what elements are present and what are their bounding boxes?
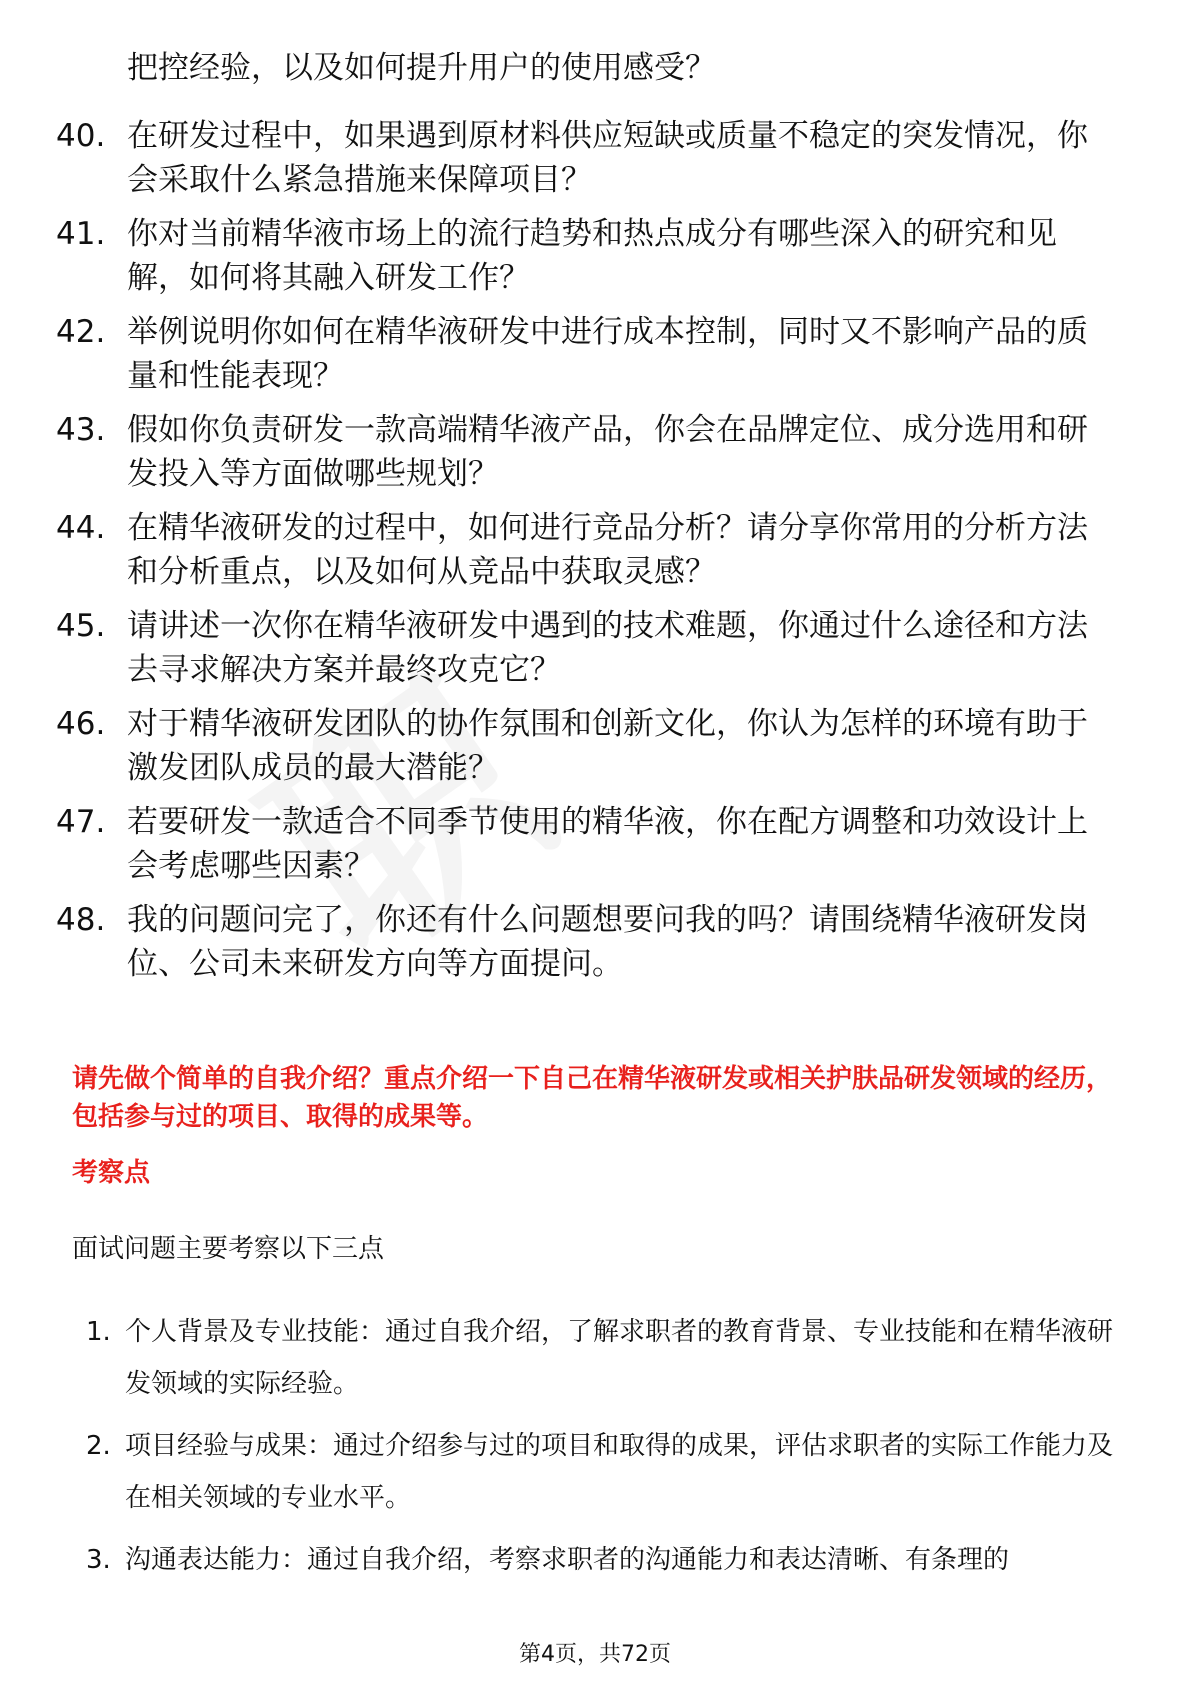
intro-question: 请先做个简单的自我介绍？重点介绍一下自己在精华液研发或相关护肤品研发领域的经历，包括参与过的项目、取得的成果等。 — [72, 1064, 1113, 1132]
point-number: 1. — [86, 1317, 111, 1347]
question-text: 在精华液研发的过程中，如何进行竞品分析？请分享你常用的分析方法和分析重点，以及如何从竞品中获取灵感？ — [127, 510, 1088, 590]
question-text: 举例说明你如何在精华液研发中进行成本控制，同时又不影响产品的质量和性能表现？ — [127, 314, 1088, 394]
point-text: 个人背景及专业技能：通过自我介绍，了解求职者的教育背景、专业技能和在精华液研发领域的实际经验。 — [125, 1317, 1114, 1399]
question-number: 45. — [56, 608, 106, 644]
question-text: 对于精华液研发团队的协作氛围和创新文化，你认为怎样的环境有助于激发团队成员的最大潜能？ — [127, 706, 1088, 786]
point-text: 沟通表达能力：通过自我介绍，考察求职者的沟通能力和表达清晰、有条理的 — [125, 1545, 1010, 1575]
question-number: 44. — [56, 510, 106, 546]
question-text: 假如你负责研发一款高端精华液产品，你会在品牌定位、成分选用和研发投入等方面做哪些规划？ — [127, 412, 1088, 492]
question-number: 40. — [56, 118, 106, 154]
question-number: 41. — [56, 216, 106, 252]
point-text: 项目经验与成果：通过介绍参与过的项目和取得的成果，评估求职者的实际工作能力及在相关领域的专业水平。 — [125, 1431, 1114, 1513]
question-text: 我的问题问完了，你还有什么问题想要问我的吗？请围绕精华液研发岗位、公司未来研发方向等方面提问。 — [127, 902, 1088, 982]
question-text: 你对当前精华液市场上的流行趋势和热点成分有哪些深入的研究和见解，如何将其融入研发工作？ — [127, 216, 1057, 296]
point-number: 3. — [86, 1545, 111, 1575]
question-text: 在研发过程中，如果遇到原材料供应短缺或质量不稳定的突发情况，你会采取什么紧急措施来保障项目？ — [127, 118, 1088, 198]
lead-text: 面试问题主要考察以下三点 — [72, 1234, 385, 1264]
question-number: 48. — [56, 902, 106, 938]
question-number: 47. — [56, 804, 106, 840]
question-number: 46. — [56, 706, 106, 742]
question-text: 请讲述一次你在精华液研发中遇到的技术难题，你通过什么途径和方法去寻求解决方案并最终攻克它？ — [127, 608, 1088, 688]
page-footer: 第4页，共72页 — [519, 1642, 671, 1667]
section-title: 考察点 — [72, 1158, 151, 1188]
question-number: 42. — [56, 314, 106, 350]
question-text: 把控经验，以及如何提升用户的使用感受？ — [127, 50, 716, 86]
point-number: 2. — [86, 1431, 111, 1461]
question-text: 若要研发一款适合不同季节使用的精华液，你在配方调整和功效设计上会考虑哪些因素？ — [127, 804, 1088, 884]
question-number: 43. — [56, 412, 106, 448]
